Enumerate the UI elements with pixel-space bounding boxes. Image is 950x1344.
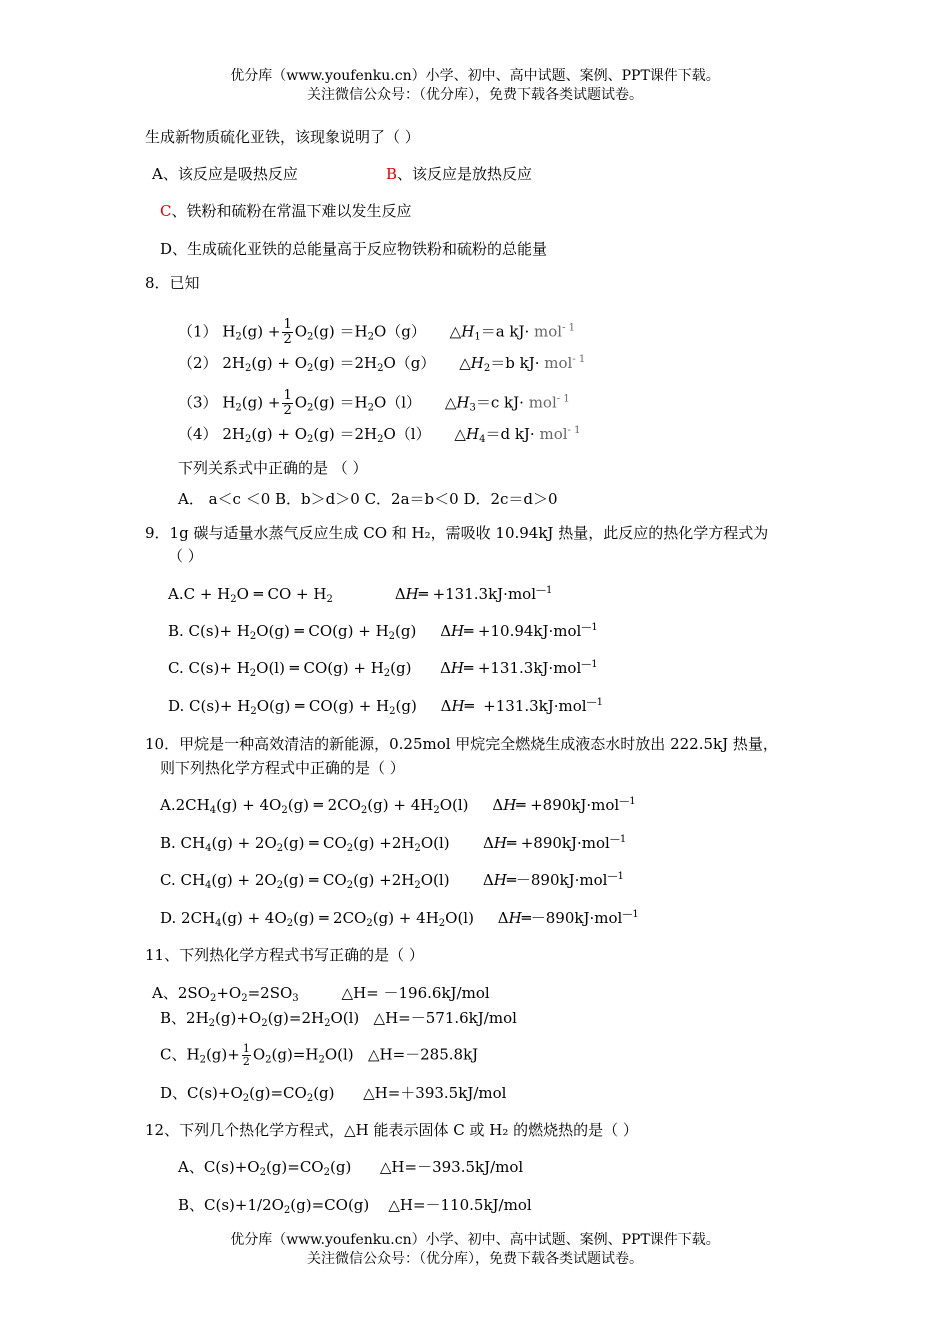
footer-line-2: 关注微信公众号：（优分库），免费下载各类试题试卷。 xyxy=(307,1251,643,1267)
q11-option-c: C、$H_2(g)+$ $\frac{1}{2}$ $O_2(g)=H_2O(l)$ △H=－285.8kJ xyxy=(160,1042,479,1068)
q7-option-c-letter: C xyxy=(160,202,172,220)
q12-stem: 12、下列几个热化学方程式，△H 能表示固体 C 或 H₂ 的燃烧热的是（ ） xyxy=(145,1121,638,1139)
q8-eq4-label: （4） xyxy=(178,425,218,443)
q8-eq2-label: （2） xyxy=(178,354,218,372)
q10-option-c: C. $CH_4(g) + 2O_2(g)$ ═ $CO_2(g) +2H_2O(l)$ ΔH═－890kJ·mol$^{—1}$ xyxy=(160,871,624,891)
q7-option-b-text: 、该反应是放热反应 xyxy=(397,165,533,183)
q7-option-b-letter: B xyxy=(386,165,398,183)
q11-option-a: A、$2SO_2+O_2=2SO_3$ △H= －196.6kJ/mol xyxy=(152,984,490,1004)
q7-option-d: D、生成硫化亚铁的总能量高于反应物铁粉和硫粉的总能量 xyxy=(160,240,548,258)
q7-option-a: A、该反应是吸热反应 xyxy=(152,165,298,183)
fraction-half: $\frac{1}{2}$ xyxy=(283,317,292,347)
q9-option-a: $A.C + H_2O$ ═ CO + $H_2$ ΔH═ +131.3kJ·mol$^{—1}$ xyxy=(168,585,553,605)
q8-eq3-label: （3） xyxy=(178,393,218,412)
q8-stem: 8．已知 xyxy=(145,274,200,292)
q11-stem: 11、下列热化学方程式书写正确的是（ ） xyxy=(145,946,424,964)
fraction-half: $\frac{1}{2}$ xyxy=(242,1042,250,1068)
q7-stem: 生成新物质硫化亚铁，该现象说明了（ ） xyxy=(145,128,420,146)
q9-option-d: D. $C(s)+ H_2O(g)$ ═ $CO(g) + H_2(g)$ ΔH═ +131.3kJ·mol$^{—1}$ xyxy=(168,697,603,717)
header-line-1: 优分库（www.youfenku.cn）小学、初中、高中试题、案例、PPT课件下载。 xyxy=(230,68,720,84)
q9-paren: （ ） xyxy=(168,547,203,565)
q8-eq1-label: （1） xyxy=(178,322,218,341)
q8-question: 下列关系式中正确的是 （ ） xyxy=(178,459,368,477)
fraction-half: $\frac{1}{2}$ xyxy=(283,388,292,418)
q11-option-d: D、$C(s)+O_2(g)=CO_2(g)$ △H=＋393.5kJ/mol xyxy=(160,1084,507,1104)
q7-option-b xyxy=(386,164,532,184)
q12-option-a: A、$C(s)+O_2(g)=CO_2(g)$ △H=－393.5kJ/mol xyxy=(178,1158,524,1178)
header-line-2: 关注微信公众号：（优分库），免费下载各类试题试卷。 xyxy=(307,87,643,103)
q11-option-b: B、$2H_2(g)+O_2(g)=2H_2O(l)$ △H=－571.6kJ/mol xyxy=(160,1009,517,1029)
q10-stem: 10．甲烷是一种高效清洁的新能源，0.25mol 甲烷完全燃烧生成液态水时放出 222.5kJ 热量， xyxy=(145,735,778,753)
q9-option-c: C. $C(s)+ H_2O(l)$ ═ $CO(g) + H_2(g)$ ΔH═ +131.3kJ·mol$^{—1}$ xyxy=(168,659,598,679)
q8-equation-1: （1） $H_2(g)$ + $\frac{1}{2}$ $O_2(g) =H_2O(g)$ $\triangle H_1=a$ kJ· mol$^{- 1}$ xyxy=(178,317,576,347)
q8-options: A． a＜c ＜0 B．b＞d＞0 C．2a＝b＜0 D．2c＝d＞0 xyxy=(178,490,558,508)
q7-option-c-text: 、铁粉和硫粉在常温下难以发生反应 xyxy=(171,202,412,220)
q9-stem: 9．1g 碳与适量水蒸气反应生成 CO 和 H₂，需吸收 10.94kJ 热量，此反应的热化学方程式为 xyxy=(145,524,769,542)
q12-option-b: B、$C(s)+1/2O_2(g)=CO(g)$ △H=－110.5kJ/mol xyxy=(178,1196,532,1216)
q8-equation-4: （4） $2H_2(g) + O_2(g) =2H_2O(l)$ $\triangle H_4=d$ kJ· mol$^{- 1}$ xyxy=(178,425,581,445)
q7-option-c xyxy=(160,201,412,221)
q8-equation-3: （3） $H_2(g)$ + $\frac{1}{2}$ $O_2(g) =H_2O(l)$ $\triangle H_3=c$ kJ· mol$^{- 1}$ xyxy=(178,388,570,418)
q10-option-b: B. $CH_4(g) + 2O_2(g)$ ═ $CO_2(g) +2H_2O(l)$ ΔH═ +890kJ·mol$^{—1}$ xyxy=(160,834,627,854)
q8-equation-2: （2） $2H_2(g) + O_2(g) =2H_2O(g)$ $\triangle H_2=b$ kJ· mol$^{- 1}$ xyxy=(178,354,586,374)
footer-line-1: 优分库（www.youfenku.cn）小学、初中、高中试题、案例、PPT课件下载。 xyxy=(230,1232,720,1248)
q10-option-d: D. $2CH_4(g) + 4O_2(g)$ ═ $2CO_2(g) + 4H_2O(l)$ ΔH═－890kJ·mol$^{—1}$ xyxy=(160,909,639,929)
q10-option-a: $A.2CH_4(g) + 4O_2(g)$ ═ $2CO_2(g) + 4H_2O(l)$ ΔH═ +890kJ·mol$^{—1}$ xyxy=(160,796,636,816)
q9-option-b: B. $C(s)+ H_2O(g)$ ═ $CO(g) + H_2(g)$ ΔH═ +10.94kJ·mol$^{—1}$ xyxy=(168,622,598,642)
q10-stem-2: 则下列热化学方程式中正确的是（ ） xyxy=(160,759,405,777)
